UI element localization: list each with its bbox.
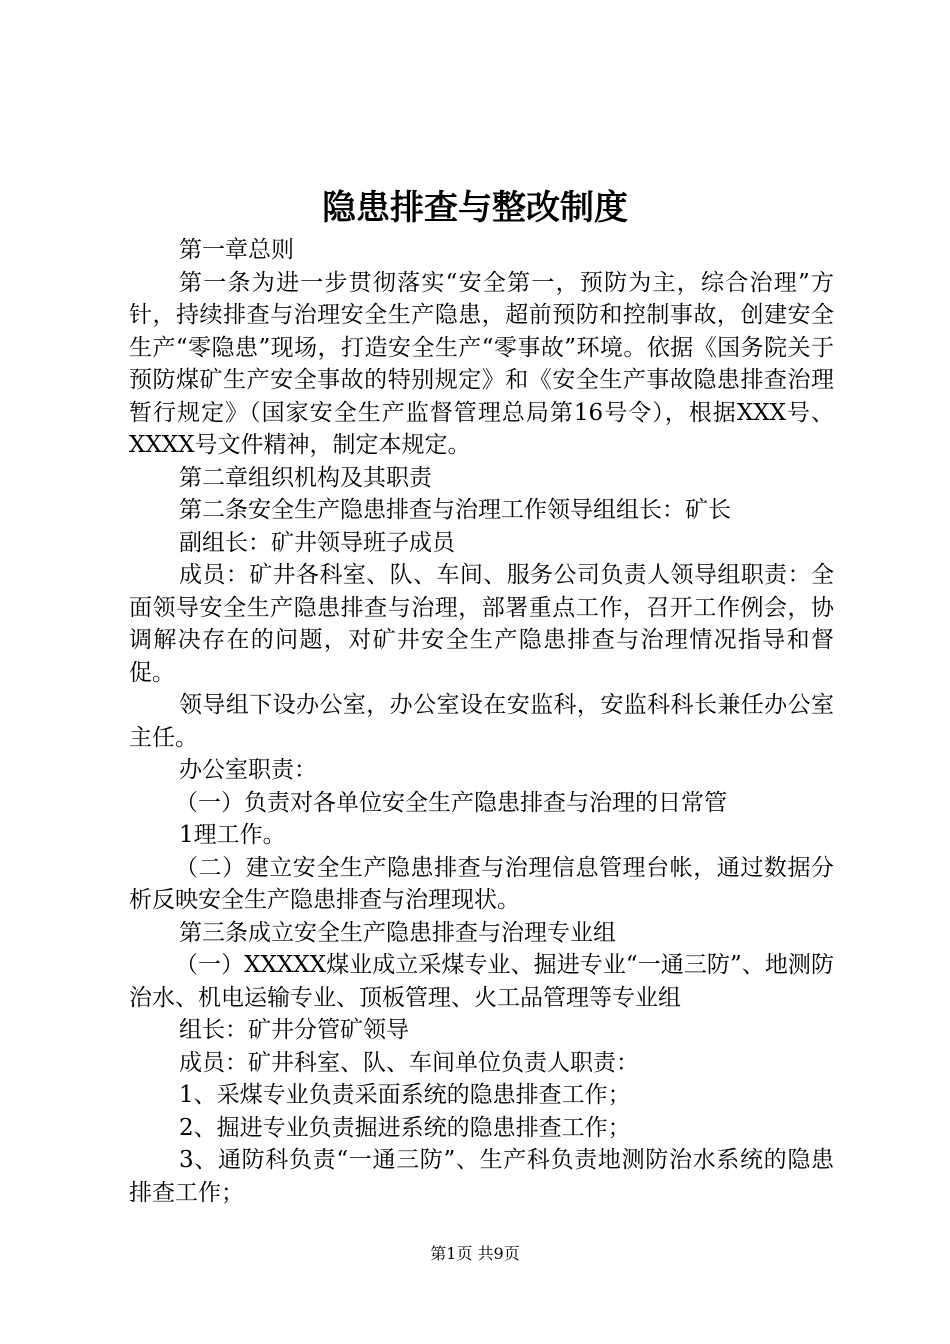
paragraph: 组长：矿井分管矿领导 [179,1017,409,1043]
page-footer: 第1页 共9页 [430,1244,520,1263]
paragraph: 副组长：矿井领导班子成员 [179,529,455,556]
paragraph: 第一章总则 [179,237,294,263]
paragraph: 成员：矿井科室、队、车间单位负责人职责： [179,1049,639,1076]
paragraph: （一）XXXXX煤业成立采煤专业、掘进专业“一通三防”、地测防治水、机电运输专业、顶板管理、火工品管理等专业组 [129,952,834,1011]
paragraph: 1理工作。 [179,822,286,848]
paragraph: （二）建立安全生产隐患排查与治理信息管理台帐，通过数据分析反映安全生产隐患排查与治理现状。 [129,854,834,913]
document-title: 隐患排查与整改制度 [322,188,628,228]
paragraph: 成员：矿井各科室、队、车间、服务公司负责人领导组职责：全面领导安全生产隐患排查与治理，部署重点工作，召开工作例会，协调解决存在的问题，对矿井安全生产隐患排查与治理情况指导和督促。 [129,562,834,686]
paragraph: （一）负责对各单位安全生产隐患排查与治理的日常管 [175,789,727,816]
paragraph: 领导组下设办公室，办公室设在安监科，安监科科长兼任办公室主任。 [129,692,834,751]
paragraph: 办公室职责： [179,757,317,783]
paragraph: 第一条为进一步贯彻落实“安全第一，预防为主，综合治理”方针，持续排查与治理安全生产隐患，超前预防和控制事故，创建安全生产“零隐患”现场，打造安全生产“零事故”环境。依据《国务院关于预防煤矿生产安全事故的特别规定》和《安全生产事故隐患排查治理暂行规定》（国家安全生产监督管理总局第16号令），根据XXX号、XXXX号文件精神，制定本规定。 [129,269,834,458]
document-body [129,234,834,1209]
paragraph: 第二条安全生产隐患排查与治理工作领导组组长：矿长 [179,497,731,523]
paragraph: 3、通防科负责“一通三防”、生产科负责地测防治水系统的隐患排查工作； [129,1147,834,1206]
paragraph: 2、掘进专业负责掘进系统的隐患排查工作； [179,1114,631,1141]
paragraph: 1、采煤专业负责采面系统的隐患排查工作； [179,1082,631,1108]
paragraph: 第三条成立安全生产隐患排查与治理专业组 [179,919,616,946]
paragraph: 第二章组织机构及其职责 [179,464,432,491]
